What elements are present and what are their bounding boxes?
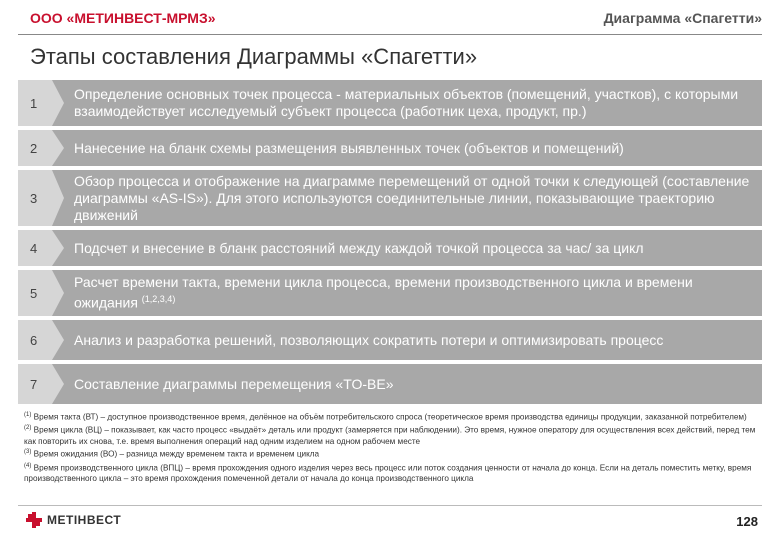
step-number: 2 (18, 130, 52, 166)
step-text: Обзор процесса и отображение на диаграмме перемещений от одной точки к следующей (составление диаграммы «AS-IS»). Для этого используются соединительные линии, показывающие траекторию движений (52, 170, 762, 226)
page-number: 128 (736, 514, 758, 529)
step-number: 7 (18, 364, 52, 404)
step-text: Анализ и разработка решений, позволяющих сократить потери и оптимизировать процесс (52, 320, 762, 360)
metinvest-logo-icon (26, 512, 42, 528)
footnote: $^{(3)}$ Время ожидания (ВО) – разница между временем такта и временем цикла (24, 449, 320, 459)
footnote: $^{(2)}$ Время цикла (ВЦ) – показывает, как часто процесс «выдаёт» деталь или продукт (замеряется при наблюдении). Это время, нужное оператору для осуществления всех действий, перед тем как повторить их снова, т.е. время выполнения операций над одним изделием на одном рабочем месте (24, 425, 756, 446)
step-number: 6 (18, 320, 52, 360)
step-number: 5 (18, 270, 52, 316)
step-item (18, 80, 762, 126)
step-text: Расчет времени такта, времени цикла процесса, времени производственного цикла и времени ожидания $^{(1,2,3,4)}$ (52, 270, 762, 316)
step-item (18, 320, 762, 360)
step-number: 4 (18, 230, 52, 266)
footnotes (24, 410, 764, 485)
step-item (18, 270, 762, 316)
step-number: 1 (18, 80, 52, 126)
header-divider (18, 34, 762, 35)
document-title: Диаграмма «Спагетти» (603, 10, 762, 26)
step-item (18, 230, 762, 266)
footer-divider (18, 505, 762, 506)
step-item (18, 364, 762, 404)
logo-text: МЕТІНВЕСТ (47, 513, 122, 527)
step-text: Подсчет и внесение в бланк расстояний между каждой точкой процесса за час/ за цикл (52, 230, 762, 266)
header (0, 0, 780, 36)
step-item (18, 130, 762, 166)
company-name: ООО «МЕТИНВЕСТ-МРМЗ» (30, 10, 216, 26)
step-number: 3 (18, 170, 52, 226)
step-item (18, 170, 762, 226)
page-title: Этапы составления Диаграммы «Спагетти» (30, 44, 478, 69)
step-text: Нанесение на бланк схемы размещения выявленных точек (объектов и помещений) (52, 130, 762, 166)
company-logo (26, 512, 121, 528)
footnote: $^{(4)}$ Время производственного цикла (ВПЦ) – время прохождения одного изделия через весь процесс или поток создания ценности от начала до конца. Если на деталь поместить метку, время производственного цикла – это время прохождения помеченной детали от начала до конца производственного цикла (24, 462, 752, 483)
steps-list (18, 80, 762, 408)
step-footnote-ref: (1,2,3,4) (141, 294, 176, 305)
step-text: Составление диаграммы перемещения «TO-BE» (52, 364, 762, 404)
footnote: $^{(1)}$ Время такта (ВТ) – доступное производственное время, делённое на объём потребительского спроса (теоретическое время производства единицы продукции, заказанной потребителем) (24, 412, 747, 422)
step-text: Определение основных точек процесса - материальных объектов (помещений, участков), с которыми взаимодействует исследуемый субъект процесса (работник цеха, продукт, пр.) (52, 80, 762, 126)
